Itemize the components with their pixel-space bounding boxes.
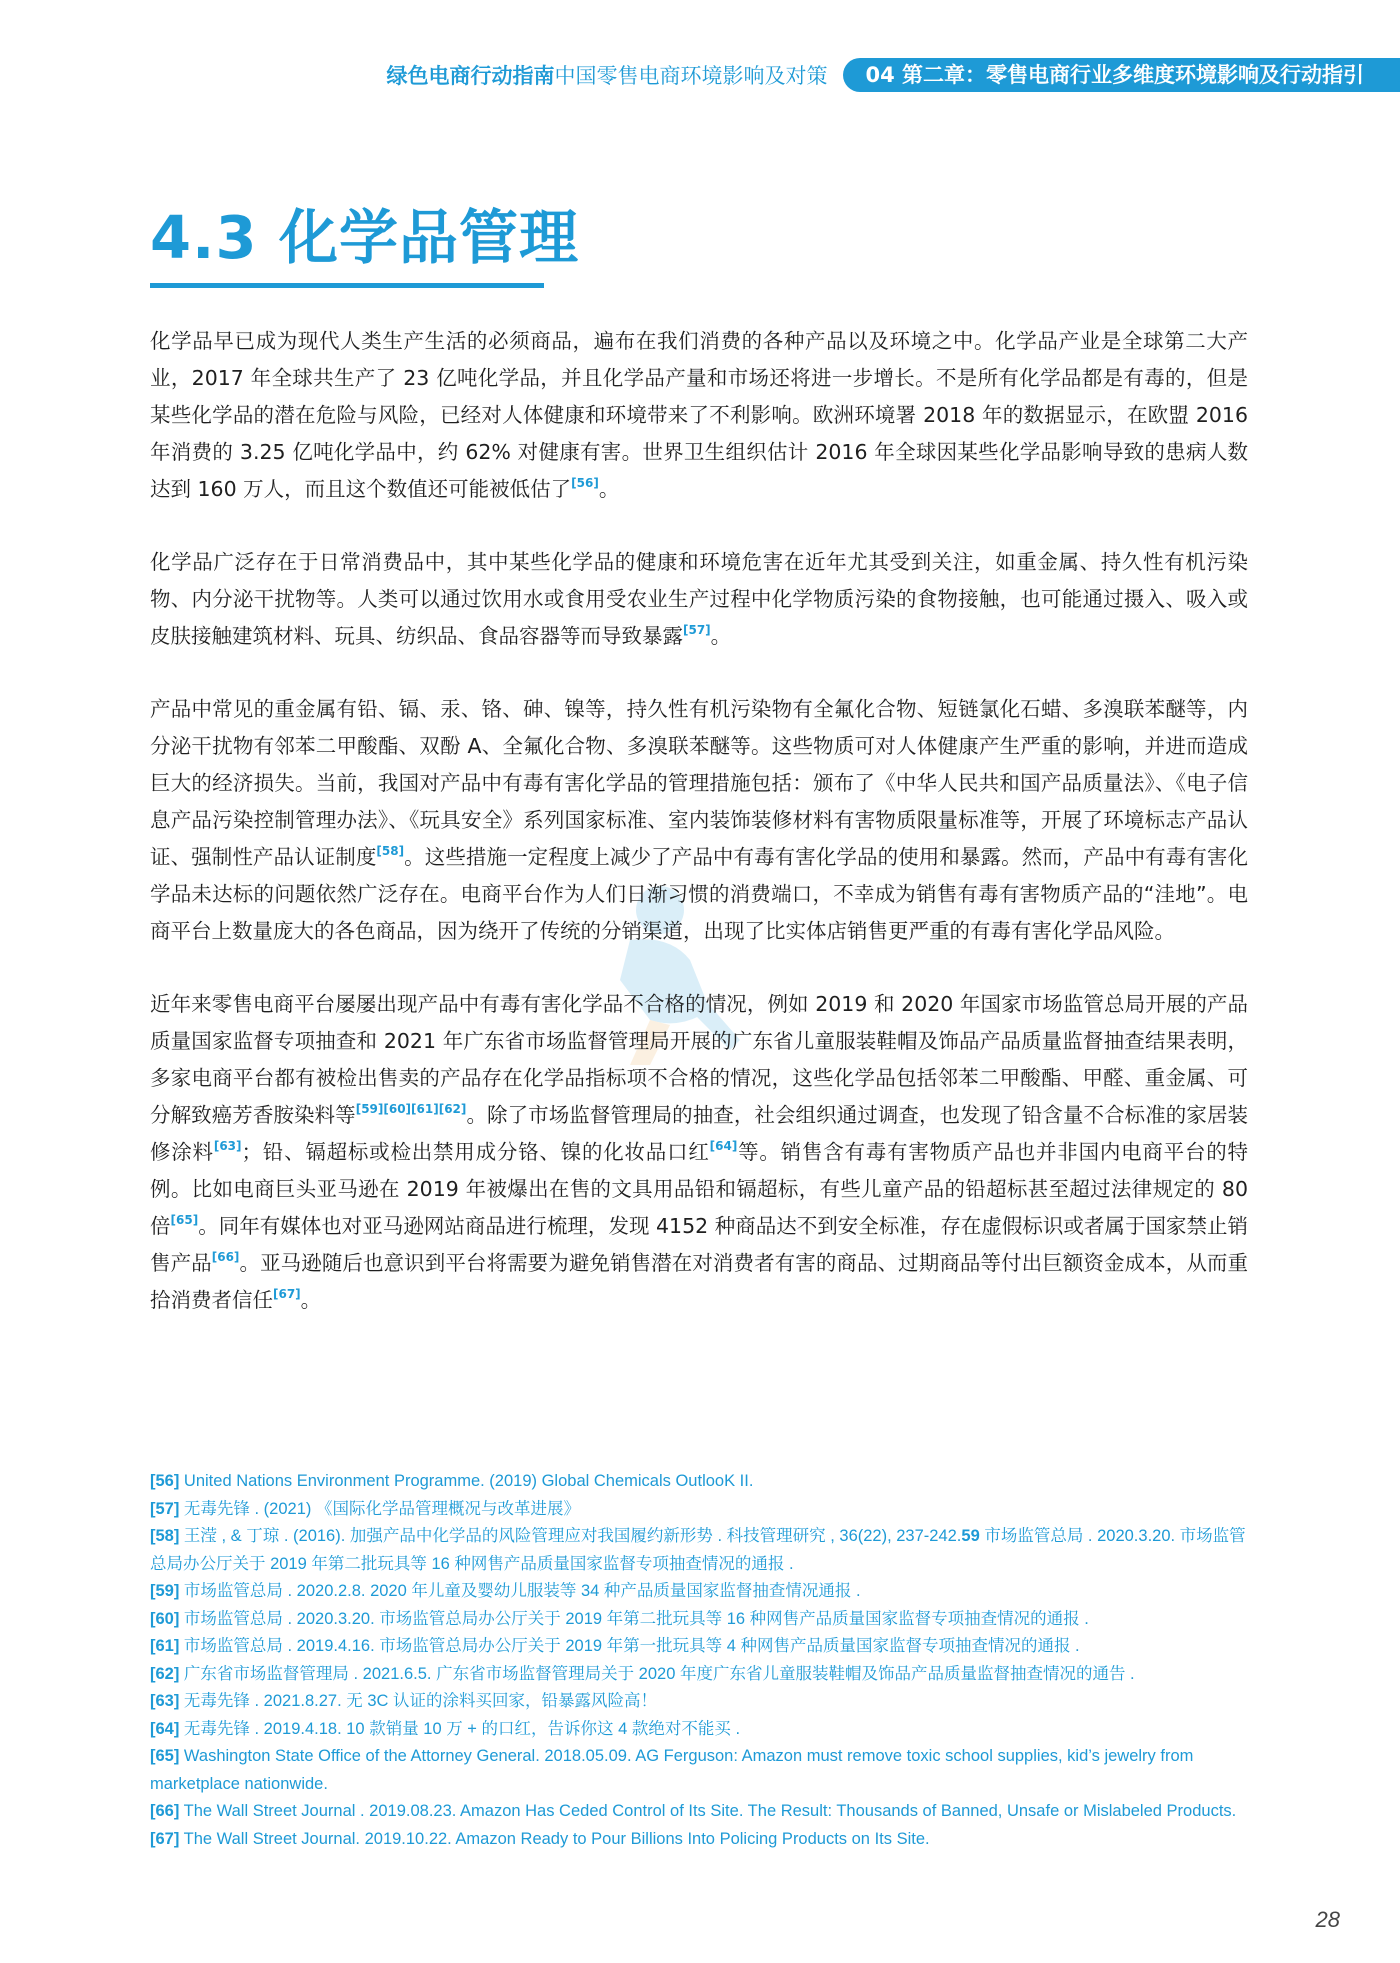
reference-number: [67] <box>150 1829 180 1848</box>
paragraph-4 <box>150 986 1248 1319</box>
paragraph-2 <box>150 544 1248 655</box>
paragraph-4-part-3: ；铅、镉超标或检出禁用成分铬、镍的化妆品口红 <box>241 1140 710 1164</box>
paragraph-3-text: 产品中常见的重金属有铅、镉、汞、铬、砷、镍等，持久性有机污染物有全氟化合物、短链氯化石蜡、多溴联苯醚等，内分泌干扰物有邻苯二甲酸酯、双酚 A、全氟化合物、多溴联苯醚等。这些物质可对人体健康产生严重的影响，并进而造成巨大的经济损失。当前，我国对产品中有毒有害化学品的管理措施包括：颁布了《中华人民共和国产品质量法》、《电子信息产品污染控制管理办法》、《玩具安全》系列国家标准、室内装饰装修材料有害物质限量标准等，开展了环境标志产品认证、强制性产品认证制度 <box>150 697 1248 869</box>
citation-59-62[interactable]: [59][60][61][62] <box>355 1102 467 1116</box>
citation-65[interactable]: [65] <box>170 1213 199 1227</box>
paragraph-1-end: 。 <box>598 477 620 501</box>
reference-item[interactable] <box>150 1798 1250 1826</box>
reference-text: 王滢 , & 丁琼 . (2016). 加强产品中化学品的风险管理应对我国履约新形势 . 科技管理研究 , 36(22), 237-242. <box>179 1527 962 1545</box>
reference-item[interactable] <box>150 1578 1250 1606</box>
reference-item[interactable] <box>150 1743 1250 1798</box>
reference-text: 无毒先锋 . 2021.8.27. 无 3C 认证的涂料买回家，铅暴露风险高！ <box>179 1692 658 1710</box>
paragraph-1-text: 化学品早已成为现代人类生产生活的必须商品，遍布在我们消费的各种产品以及环境之中。化学品产业是全球第二大产业，2017 年全球共生产了 23 亿吨化学品，并且化学品产量和市场还将进一步增长。不是所有化学品都是有毒的，但是某些化学品的潜在危险与风险，已经对人体健康和环境带来了不利影响。欧洲环境署 2018 年的数据显示，在欧盟 2016 年消费的 3.25 亿吨化学品中，约 62% 对健康有害。世界卫生组织估计 2016 年全球因某些化学品影响导致的患病人数达到 160 万人，而且这个数值还可能被低估了 <box>150 329 1248 501</box>
body-text <box>150 323 1248 1355</box>
reference-number: [56] <box>150 1472 180 1490</box>
references-list <box>150 1468 1250 1853</box>
paragraph-2-end: 。 <box>710 624 732 648</box>
reference-item[interactable] <box>150 1716 1250 1744</box>
reference-text: United Nations Environment Programme. (2019) Global Chemicals OutlooK II. <box>179 1472 754 1490</box>
reference-text: 无毒先锋 . 2019.4.18. 10 款销量 10 万 + 的口红，告诉你这 4 款绝对不能买 . <box>179 1719 741 1738</box>
header-chapter-tab: 04 第二章：零售电商行业多维度环境影响及行动指引 <box>843 58 1400 92</box>
paragraph-4-part-5: 。同年有媒体也对亚马逊网站商品进行梳理，发现 4152 种商品达不到安全标准，存在虚假标识或者属于国家禁止销售产品 <box>150 1214 1249 1275</box>
reference-item[interactable] <box>150 1468 1250 1496</box>
reference-item[interactable] <box>150 1606 1250 1634</box>
section-title: 4.3 化学品管理 <box>150 203 580 272</box>
reference-text: 市场监管总局 . 2019.4.16. 市场监管总局办公厅关于 2019 年第一批玩具等 4 种网售产品质量国家监督专项抽查情况的通报 . <box>179 1637 1080 1655</box>
citation-57[interactable]: [57] <box>683 623 711 637</box>
paragraph-3-end: 。这些措施一定程度上减少了产品中有毒有害化学品的使用和暴露。然而，产品中有毒有害化学品未达标的问题依然广泛存在。电商平台作为人们日渐习惯的消费端口，不幸成为销售有毒有害物质产品的“洼地”。电商平台上数量庞大的各色商品，因为绕开了传统的分销渠道，出现了比实体店销售更严重的有毒有害化学品风险。 <box>150 845 1249 943</box>
reference-item[interactable] <box>150 1523 1250 1578</box>
reference-number: [63] <box>150 1692 180 1710</box>
title-underline <box>150 283 544 288</box>
reference-number: [66] <box>150 1802 180 1820</box>
paragraph-4-part-6: 。亚马逊随后也意识到平台将需要为避免销售潜在对消费者有害的商品、过期商品等付出巨额资金成本，从而重拾消费者信任 <box>150 1251 1248 1312</box>
reference-item[interactable] <box>150 1661 1250 1689</box>
reference-item[interactable] <box>150 1496 1250 1524</box>
citation-56[interactable]: [56] <box>571 476 599 490</box>
reference-text: 市场监管总局 . 2020.3.20. 市场监管总局办公厅关于 2019 年第二批玩具等 16 种网售产品质量国家监督专项抽查情况的通报 . <box>179 1609 1089 1628</box>
citation-63[interactable]: [63] <box>213 1139 242 1153</box>
citation-58[interactable]: [58] <box>376 844 405 858</box>
reference-number: [60] <box>150 1609 180 1628</box>
paragraph-3 <box>150 691 1248 950</box>
citation-64[interactable]: [64] <box>709 1139 738 1153</box>
reference-number: [57] <box>150 1499 180 1518</box>
reference-item[interactable] <box>150 1826 1250 1854</box>
header-subtitle: 中国零售电商环境影响及对策 <box>554 64 828 88</box>
reference-text: 广东省市场监督管理局 . 2021.6.5. 广东省市场监督管理局关于 2020 年度广东省儿童服装鞋帽及饰品产品质量监督抽查情况的通告 . <box>179 1664 1135 1683</box>
page-number: 28 <box>1315 1907 1340 1932</box>
reference-text-continued: 市场监管总局 . 2020.3.20. 市场监管总局办公厅关于 2019 年第二批玩具等 16 种网售产品质量国家监督专项抽查情况的通报 . <box>150 1527 1246 1573</box>
citation-67[interactable]: [67] <box>273 1287 301 1301</box>
reference-number: [62] <box>150 1664 180 1683</box>
paragraph-4-part-1: 近年来零售电商平台屡屡出现产品中有毒有害化学品不合格的情况，例如 2019 和 2020 年国家市场监管总局开展的产品质量国家监督专项抽查和 2021 年广东省市场监督管理局开展的广东省儿童服装鞋帽及饰品产品质量监督抽查结果表明，多家电商平台都有被检出售卖的产品存在化学品指标项不合格的情况，这些化学品包括邻苯二甲酸酯、甲醛、重金属、可分解致癌芳香胺染料等 <box>150 992 1248 1127</box>
reference-text: The Wall Street Journal. 2019.10.22. Amazon Ready to Pour Billions Into Policing Products on Its Site. <box>179 1829 930 1848</box>
reference-number: [61] <box>150 1637 180 1655</box>
paragraph-2-text: 化学品广泛存在于日常消费品中，其中某些化学品的健康和环境危害在近年尤其受到关注，如重金属、持久性有机污染物、内分泌干扰物等。人类可以通过饮用水或食用受农业生产过程中化学物质污染的食物接触，也可能通过摄入、吸入或皮肤接触建筑材料、玩具、纺织品、食品容器等而导致暴露 <box>150 550 1248 648</box>
reference-number: [64] <box>150 1719 180 1738</box>
reference-item[interactable] <box>150 1633 1250 1661</box>
reference-inline-number: 59 <box>961 1527 980 1545</box>
header-brand: 绿色电商行动指南 <box>386 64 555 88</box>
reference-text: 市场监管总局 . 2020.2.8. 2020 年儿童及婴幼儿服装等 34 种产品质量国家监督抽查情况通报 . <box>179 1582 861 1600</box>
paragraph-4-part-2: 。除了市场监督管理局的抽查，社会组织通过调查，也发现了铅含量不合标准的家居装修涂料 <box>150 1103 1249 1164</box>
paragraph-4-part-7: 。 <box>300 1288 322 1312</box>
reference-number: [58] <box>150 1527 180 1545</box>
paragraph-4-part-4: 等。销售含有毒有害物质产品也并非国内电商平台的特例。比如电商巨头亚马逊在 2019 年被爆出在售的文具用品铅和镉超标，有些儿童产品的铅超标甚至超过法律规定的 80 倍 <box>150 1140 1249 1238</box>
reference-number: [59] <box>150 1582 180 1600</box>
page-header <box>386 58 1364 92</box>
reference-item[interactable] <box>150 1688 1250 1716</box>
reference-text: Washington State Office of the Attorney General. 2018.05.09. AG Ferguson: Amazon must remove toxic school supplies, kid’s jewelry from marketplace nationwide. <box>150 1747 1194 1793</box>
reference-text: The Wall Street Journal . 2019.08.23. Amazon Has Ceded Control of Its Site. The Result: Thousands of Banned, Unsafe or Mislabeled Products. <box>179 1802 1237 1820</box>
citation-66[interactable]: [66] <box>211 1250 240 1264</box>
reference-number: [65] <box>150 1747 180 1765</box>
reference-text: 无毒先锋 . (2021) 《国际化学品管理概况与改革进展》 <box>179 1499 580 1518</box>
paragraph-1 <box>150 323 1248 508</box>
